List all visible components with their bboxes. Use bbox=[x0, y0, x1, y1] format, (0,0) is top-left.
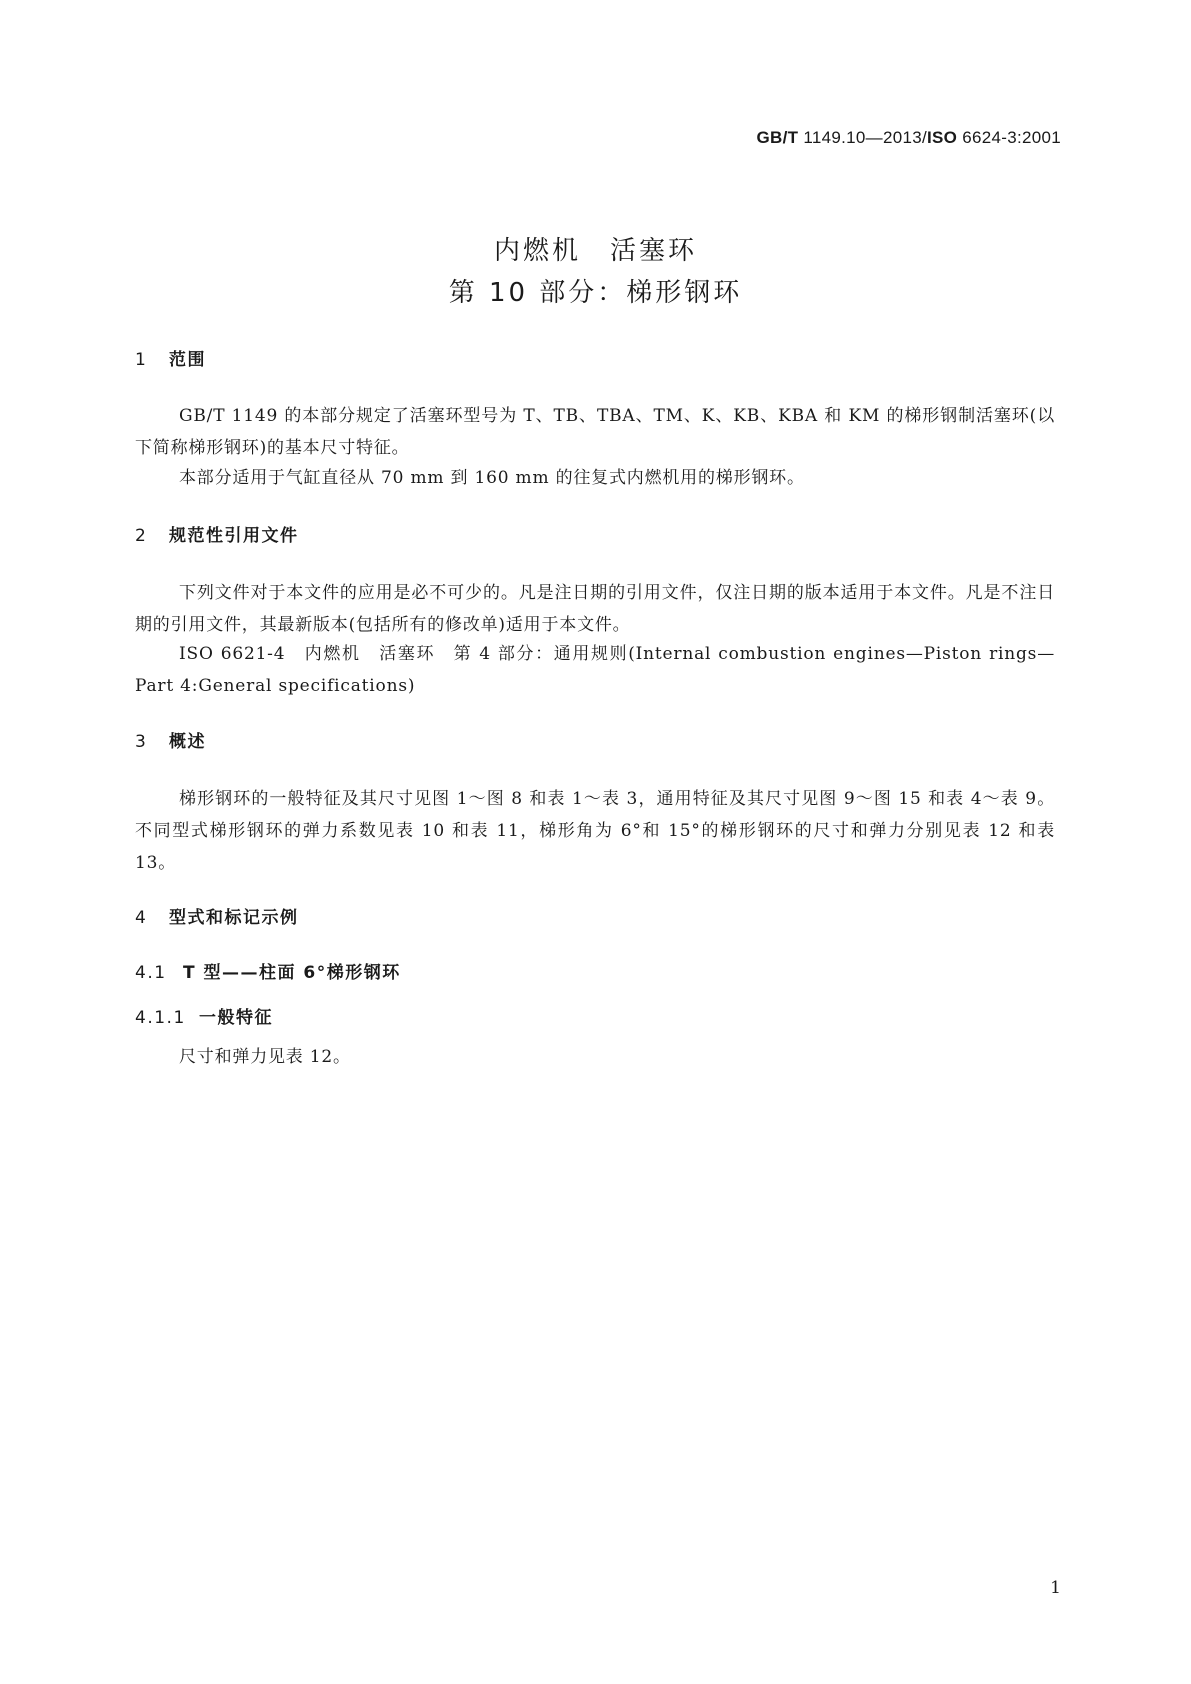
section-3-paragraph-1: 梯形钢环的一般特征及其尺寸见图 1～图 8 和表 1～表 3，通用特征及其尺寸见图 9～图 15 和表 4～表 9。不同型式梯形钢环的弹力系数见表 10 和表 11，梯形角为 6°和 15°的梯形钢环的尺寸和弹力分别见表 12 和表 13。 bbox=[135, 789, 1055, 873]
page-number: 1 bbox=[1050, 1578, 1061, 1598]
section-title: 概述 bbox=[169, 732, 206, 752]
section-title: 范围 bbox=[169, 350, 206, 370]
section-2-paragraph-2: ISO 6621-4 内燃机 活塞环 第 4 部分：通用规则(Internal combustion engines—Piston rings—Part 4:General specifications) bbox=[135, 644, 1055, 696]
section-4-1-1-heading bbox=[135, 1003, 273, 1028]
section-4-1-1-paragraph-1: 尺寸和弹力见表 12。 bbox=[179, 1047, 351, 1067]
document-title-line2: 第 10 部分：梯形钢环 bbox=[448, 278, 743, 308]
section-number: 3 bbox=[135, 732, 148, 752]
section-4-1-heading bbox=[135, 958, 401, 983]
std-suffix: 6624-3:2001 bbox=[957, 128, 1061, 147]
std-mid: 1149.10—2013/ bbox=[798, 128, 927, 147]
section-number: 4.1 bbox=[135, 963, 167, 983]
section-title: 一般特征 bbox=[199, 1008, 273, 1028]
section-number: 4.1.1 bbox=[135, 1008, 186, 1028]
section-title: T 型——柱面 6°梯形钢环 bbox=[183, 963, 401, 983]
section-3-heading bbox=[135, 727, 206, 752]
section-1-paragraph-2: 本部分适用于气缸直径从 70 mm 到 160 mm 的往复式内燃机用的梯形钢环。 bbox=[179, 468, 805, 488]
section-number: 4 bbox=[135, 908, 148, 928]
document-title-line1: 内燃机 活塞环 bbox=[493, 236, 697, 266]
std-prefix: GB/T bbox=[756, 128, 799, 147]
standard-number bbox=[757, 128, 1061, 148]
section-title: 规范性引用文件 bbox=[169, 526, 299, 546]
section-number: 2 bbox=[135, 526, 148, 546]
section-number: 1 bbox=[135, 350, 148, 370]
section-title: 型式和标记示例 bbox=[169, 908, 299, 928]
std-iso: ISO bbox=[927, 128, 958, 147]
section-1-heading bbox=[135, 345, 206, 370]
section-2-paragraph-1: 下列文件对于本文件的应用是必不可少的。凡是注日期的引用文件，仅注日期的版本适用于本文件。凡是不注日期的引用文件，其最新版本(包括所有的修改单)适用于本文件。 bbox=[135, 583, 1055, 635]
section-4-heading bbox=[135, 903, 299, 928]
section-1-paragraph-1: GB/T 1149 的本部分规定了活塞环型号为 T、TB、TBA、TM、K、KB、KBA 和 KM 的梯形钢制活塞环(以下简称梯形钢环)的基本尺寸特征。 bbox=[135, 406, 1055, 458]
section-2-heading bbox=[135, 521, 299, 546]
